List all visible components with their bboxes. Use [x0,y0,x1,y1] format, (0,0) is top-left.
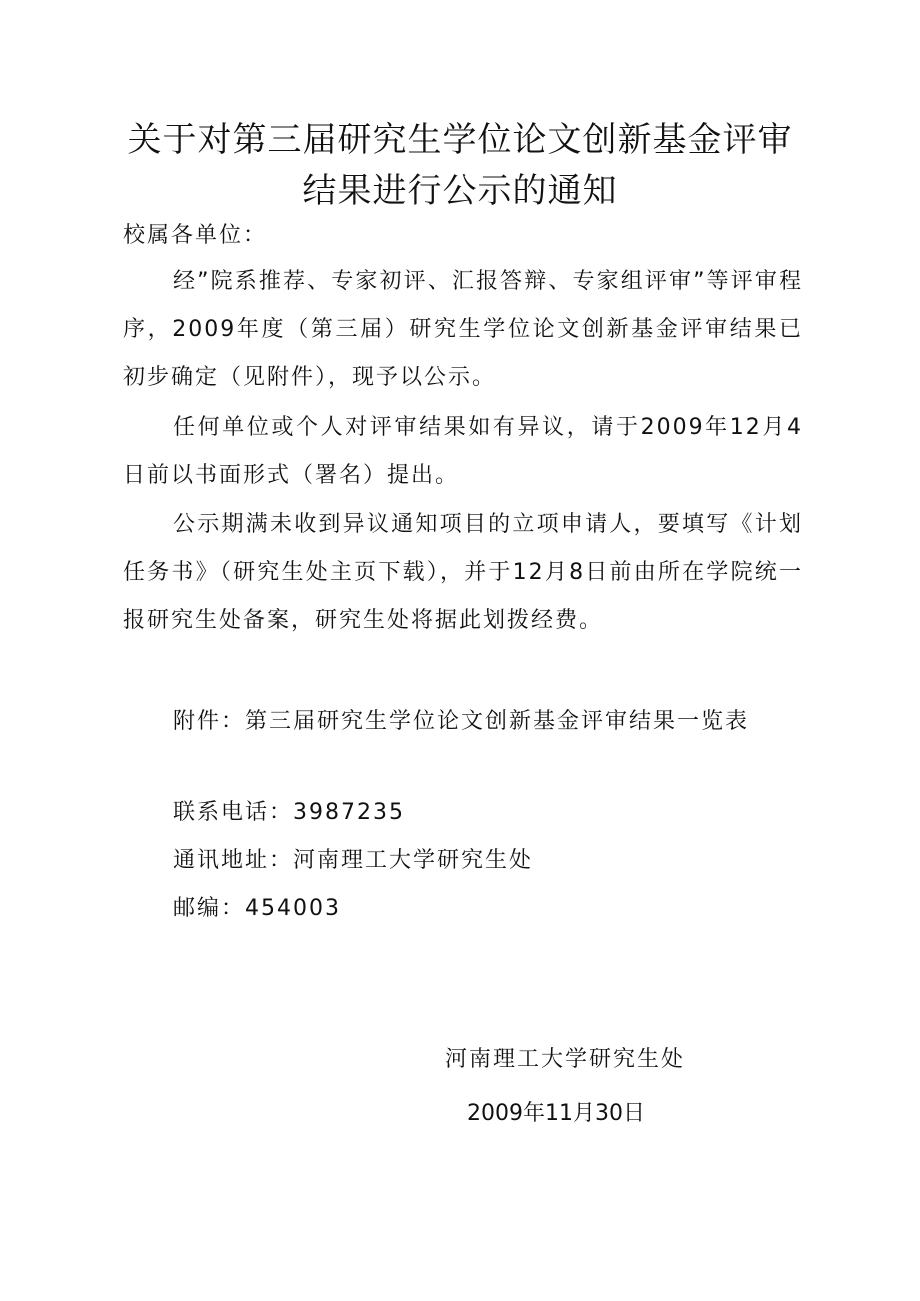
document-title-line-1: 关于对第三届研究生学位论文创新基金评审 [127,120,793,160]
body-paragraph-1: 经”院系推荐、专家初评、汇报答辩、专家组评审”等评审程序，2009年度（第三届）研究生学位论文创新基金评审结果已初步确定（见附件），现予以公示。 [123,269,803,390]
contact-zip-label: 邮编： [173,896,246,921]
attachment-note: 附件：第三届研究生学位论文创新基金评审结果一览表 [173,709,750,734]
body-paragraph-2: 任何单位或个人对评审结果如有异议，请于2009年12月4日前以书面形式（署名）提出。 [123,415,803,488]
contact-phone-value: 3987235 [293,800,405,825]
contact-address [173,843,533,874]
contact-address-value: 河南理工大学研究生处 [293,848,534,873]
signature-date: 2009年11月30日 [467,1101,645,1126]
contact-zip-value: 454003 [245,896,341,921]
salutation: 校属各单位： [123,223,268,248]
signature-organization: 河南理工大学研究生处 [445,1047,686,1072]
contact-phone-label: 联系电话： [173,800,294,825]
contact-address-label: 通讯地址： [173,848,294,873]
document-title-line-2: 结果进行公示的通知 [302,171,618,211]
contact-phone [173,795,405,826]
body-paragraph-3: 公示期满未收到异议通知项目的立项申请人，要填写《计划任务书》（研究生处主页下载），并于12月8日前由所在学院统一报研究生处备案，研究生处将据此划拨经费。 [123,512,803,633]
contact-zip [173,891,341,922]
